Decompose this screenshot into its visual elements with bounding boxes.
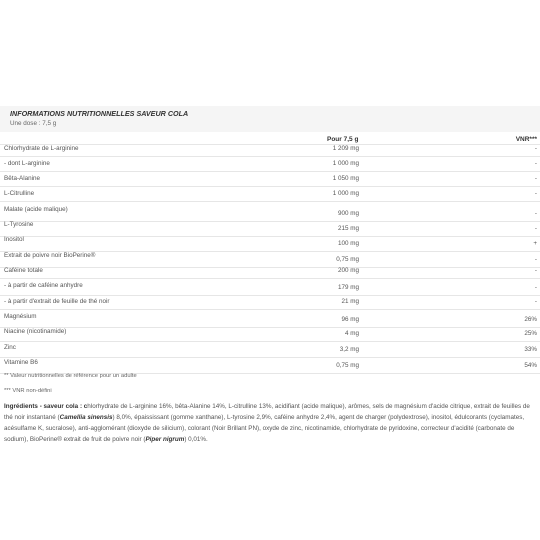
table-row-amount: 1 000 mg	[332, 160, 359, 167]
table-row-vnr: -	[534, 190, 537, 197]
table-row-vnr: +	[533, 240, 537, 247]
table-row-vnr: -	[534, 160, 537, 167]
table-row-amount: 179 mg	[337, 284, 359, 291]
serving-size: Une dose : 7,5 g	[10, 120, 57, 127]
row-divider	[0, 341, 540, 342]
ingredients-part3: ) 0,01%.	[184, 436, 208, 443]
ingredients-bold1: Camellia sinensis	[59, 414, 113, 421]
row-divider	[0, 278, 540, 279]
table-row-vnr: 33%	[524, 346, 537, 353]
row-divider	[0, 236, 540, 237]
table-row-label: - à partir d'extrait de feuille de thé noir	[4, 298, 110, 305]
row-divider	[0, 201, 540, 202]
table-row-amount: 200 mg	[337, 267, 359, 274]
table-row-amount: 1 050 mg	[332, 175, 359, 182]
table-row-amount: 900 mg	[337, 210, 359, 217]
table-row-vnr: -	[534, 256, 537, 263]
row-divider	[0, 156, 540, 157]
footnote-reference-values: ** Valeur nutritionnelles de référence pour un adulte	[4, 373, 137, 379]
table-row-amount: 0,75 mg	[336, 362, 359, 369]
row-divider	[0, 171, 540, 172]
column-header-amount: Pour 7,5 g	[327, 136, 359, 143]
table-row-vnr: -	[534, 267, 537, 274]
table-row-amount: 1 000 mg	[332, 190, 359, 197]
table-row-vnr: -	[534, 210, 537, 217]
row-divider	[0, 267, 540, 268]
column-header-vnr: VNR***	[515, 136, 537, 143]
row-divider	[0, 327, 540, 328]
table-row-label: Chlorhydrate de L-arginine	[4, 145, 79, 152]
table-row-label: Bêta-Alanine	[4, 175, 41, 182]
table-row-label: - à partir de caféine anhydre	[4, 282, 83, 289]
row-divider	[0, 309, 540, 310]
table-row-vnr: -	[534, 225, 537, 232]
ingredients-part2: ) 8,0%, épaississant (gomme xanthane), L-tyrosine 2,9%, caféine anhydre 2,4%, agent de charger (polydextrose), inositol, édulcorants (cyclamates, acésulfame K, sucralose), anti-agglomérant (dioxyde de silicium), colorant (Noir Brillant PN), oxyde de zinc, nicotinamide, chlorhydrate de pyridoxine, correcteur d'acidité (carbonate de sodium), BioPerine® extrait de fruit de poivre noir (	[4, 414, 525, 443]
ingredients-part1: hlorhydrate de L-arginine 16%, bêta-Alanine 14%, L-citrulline 13%, acidifiant (acide malique), arômes, sels de magnésium d'acide citrique, extrait de feuilles de thé noir instantané (	[4, 403, 530, 421]
table-row-vnr: 26%	[524, 316, 537, 323]
table-row-amount: 215 mg	[337, 225, 359, 232]
table-row-label: Vitamine B6	[4, 359, 38, 366]
table-row-vnr: 25%	[524, 330, 537, 337]
table-row-vnr: -	[534, 175, 537, 182]
table-row-amount: 100 mg	[337, 240, 359, 247]
row-divider	[0, 186, 540, 187]
table-row-label: Extrait de poivre noir BioPerine®	[4, 252, 96, 259]
table-row-vnr: -	[534, 284, 537, 291]
table-row-amount: 0,75 mg	[336, 256, 359, 263]
table-row-vnr: -	[534, 145, 537, 152]
table-row-amount: 96 mg	[341, 316, 359, 323]
page-title: INFORMATIONS NUTRITIONNELLES SAVEUR COLA	[10, 109, 189, 118]
table-row-amount: 3,2 mg	[339, 346, 359, 353]
table-row-label: Caféine totale	[4, 267, 43, 274]
table-row-amount: 1 209 mg	[332, 145, 359, 152]
table-row-label: Malate (acide malique)	[4, 206, 68, 213]
table-row-label: Magnésium	[4, 313, 37, 320]
ingredients-heading: Ingrédients - saveur cola : c	[4, 403, 88, 410]
ingredients-bold2: Piper nigrum	[145, 436, 185, 443]
table-row-vnr: 54%	[524, 362, 537, 369]
ingredients-text	[4, 401, 536, 445]
table-row-label: L-Citrulline	[4, 190, 35, 197]
table-row-label: Inositol	[4, 236, 24, 243]
row-divider	[0, 221, 540, 222]
table-row-amount: 4 mg	[345, 330, 359, 337]
footnote-vnr: *** VNR non-défini	[4, 388, 52, 394]
table-row-label: L-Tyrosine	[4, 221, 34, 228]
table-row-amount: 21 mg	[341, 298, 359, 305]
table-row-label: - dont L-arginine	[4, 160, 50, 167]
table-row-label: Zinc	[4, 344, 16, 351]
table-row-vnr: -	[534, 298, 537, 305]
header-divider	[0, 144, 540, 145]
table-row-label: Niacine (nicotinamide)	[4, 328, 67, 335]
row-divider	[0, 295, 540, 296]
row-divider	[0, 357, 540, 358]
